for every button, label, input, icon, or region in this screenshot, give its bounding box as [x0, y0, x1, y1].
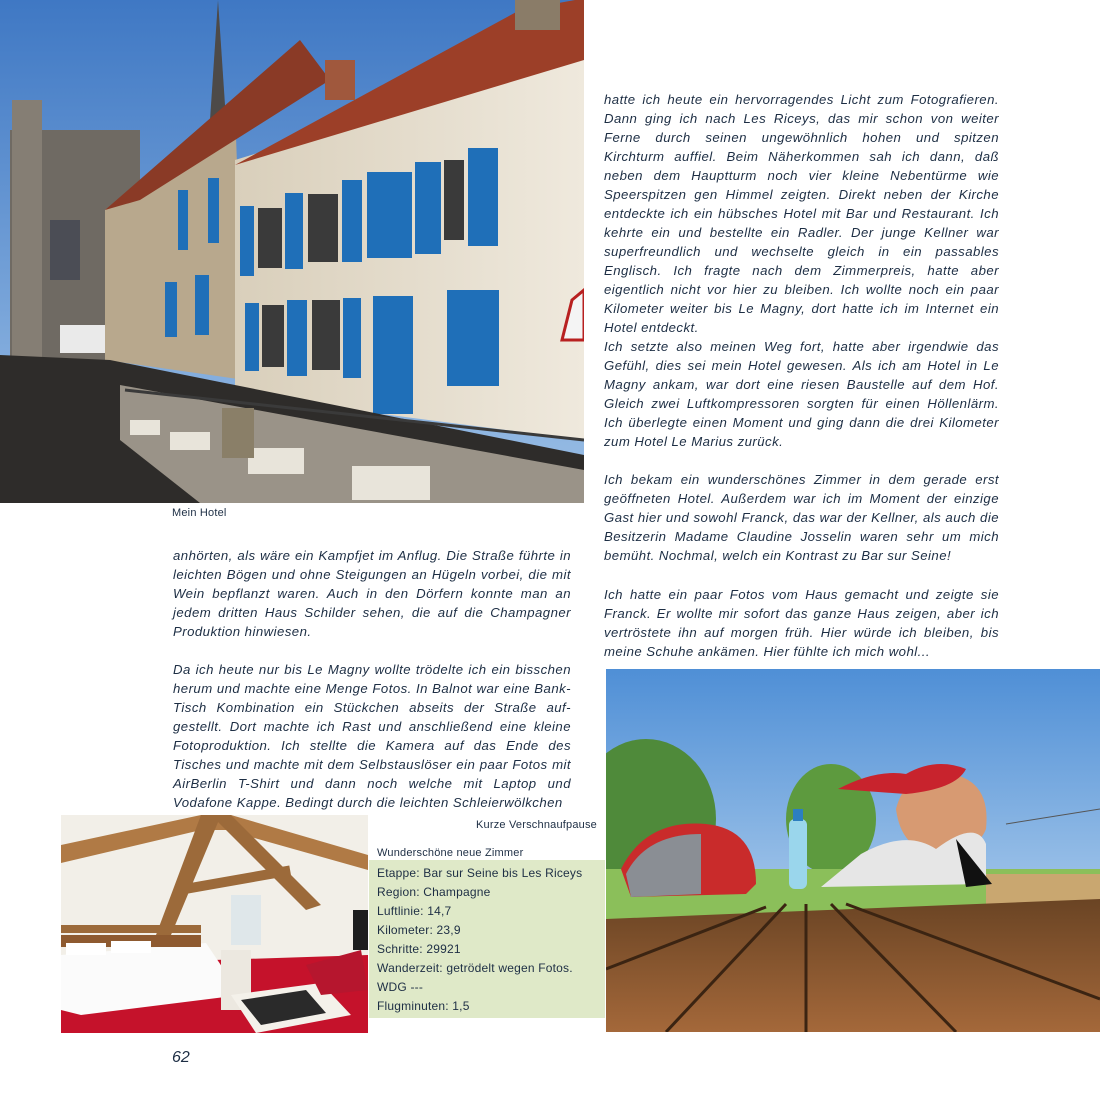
right-paragraph-1: hatte ich heute ein hervorragendes Licht zum Fotografieren. Dann ging ich nach Les Riceys, das mir schon von weiter Ferne durch seinen ungewöhnlich hohen und spitzen Kirchturm auffiel. Beim Näherkommen sah ich dann, daß neben dem Hauptturm noch vier kleine Nebentürme wie Speerspitzen gen Himmel zeigten. Direkt neben der Kirche entdeckte ich ein hübsches Hotel mit Bar und Restaurant. Ich kehrte ein und bestellte ein Radler. Der junge Kellner war superfreundlich und wechselte gleich in ein passables Englisch. Ich fragte nach dem Zimmerpreis, hatte aber eigentlich nicht vor hier zu bleiben. Ich wollte noch ein paar Kilometer weiter bis Le Magny, dort hatte ich im Internet ein Hotel entdeckt. — [604, 92, 999, 335]
right-paragraph-2: Ich setzte also meinen Weg fort, hatte aber irgendwie das Gefühl, dies sei mein Hotel gewesen. Als ich am Hotel in Le Magny ankam, war dort eine riesen Baustelle auf dem Hof. Gleich zwei Luftkompressoren sorgten für einen Höllenlärm. Ich überlegte einen Moment und ging dann die drei Kilometer zum Hotel Le Marius zurück. — [604, 339, 999, 449]
rest-photo — [606, 669, 1100, 1032]
info-kilometer: Kilometer: 23,9 — [377, 923, 461, 937]
info-etappe: Etappe: Bar sur Seine bis Les Riceys — [377, 866, 583, 880]
info-schritte: Schritte: 29921 — [377, 942, 461, 956]
hotel-photo-caption: Mein Hotel — [172, 507, 227, 519]
info-region: Region: Champagne — [377, 885, 491, 899]
left-paragraph-2: Da ich heute nur bis Le Magny wollte trödelte ich ein bisschen herum und machte eine Menge Fotos. In Balnot war eine Bank-Tisch Kombination ein Stückchen abseits der Straße auf-gestellt. Dort machte ich Rast und anschließend eine kleine Fotoproduktion. Ich stellte die Kamera auf das Ende des Tisches und machte mit dem Selbstauslöser ein paar Fotos mit AirBerlin T-Shirt und dann noch welche mit Laptop und Vodafone Kappe. Bedingt durch die leichten Schleierwölkchen — [173, 662, 571, 810]
room-photo-caption: Wunderschöne neue Zimmer — [377, 847, 524, 859]
hotel-photo — [0, 0, 584, 503]
rest-photo-caption: Kurze Verschnaufpause — [476, 819, 597, 831]
right-paragraph-3: Ich bekam ein wunderschönes Zimmer in dem gerade erst geöffneten Hotel. Außerdem war ich im Moment der einzige Gast hier und sowohl Franck, das war der Kellner, als auch die Besitzerin Madame Claudine Josselin waren sehr um mich bemüht. Nochmal, welch ein Kontrast zu Bar sur Seine! — [604, 472, 999, 563]
info-luftlinie: Luftlinie: 14,7 — [377, 904, 452, 918]
stage-info-box — [369, 860, 605, 1018]
left-paragraph-1: anhörten, als wäre ein Kampfjet im Anflug. Die Straße führte in leichten Bögen und ohne Steigungen an Hügeln vorbei, die mit Wein bepflanzt waren. Auch in den Dörfern konnte man an jedem dritten Haus Schilder sehen, die auf die Champagner Produktion hinwiesen. — [173, 548, 571, 639]
info-wdg: WDG --- — [377, 980, 424, 994]
page-number: 62 — [172, 1049, 190, 1066]
info-wanderzeit: Wanderzeit: getrödelt wegen Fotos. — [377, 961, 573, 975]
right-paragraph-4: Ich hatte ein paar Fotos vom Haus gemacht und zeigte sie Franck. Er wollte mir sofort das ganze Haus zeigen, aber ich vertröstete ihn auf morgen früh. Hier würde ich bleiben, bis meine Schuhe ankämen. Hier fühlte ich mich wohl... — [604, 587, 999, 659]
info-flugminuten: Flugminuten: 1,5 — [377, 999, 470, 1013]
room-photo — [61, 815, 368, 1033]
